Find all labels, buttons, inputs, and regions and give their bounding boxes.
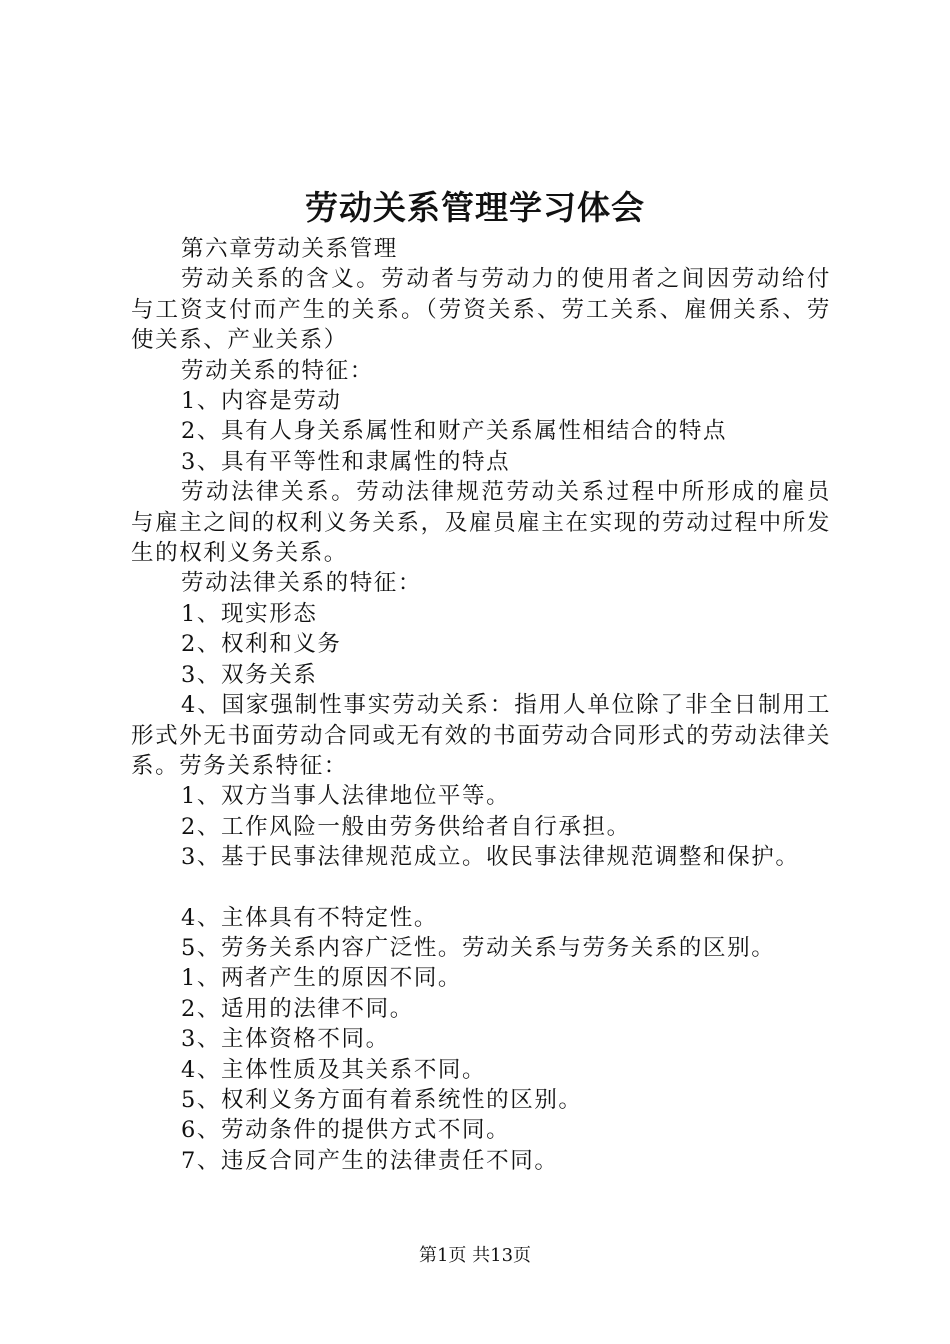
paragraph: 劳动关系的含义。劳动者与劳动力的使用者之间因劳动给付与工资支付而产生的关系。（劳资关系、劳工关系、雇佣关系、劳使关系、产业关系） <box>131 266 831 354</box>
list-item: 2、具有人身关系属性和财产关系属性相结合的特点 <box>181 418 728 445</box>
paragraph: 第六章劳动关系管理 <box>181 236 398 262</box>
list-item: 4、主体性质及其关系不同。 <box>181 1056 487 1083</box>
paragraph: 劳动法律关系的特征： <box>181 570 423 597</box>
list-item: 5、劳务关系内容广泛性。劳动关系与劳务关系的区别。 <box>181 934 776 961</box>
paragraph: 劳动关系的特征： <box>181 357 374 384</box>
page-footer: 第1页 共13页 <box>418 1245 532 1266</box>
blank-line <box>131 873 831 903</box>
list-item: 2、适用的法律不同。 <box>181 995 414 1022</box>
paragraph: 4、国家强制性事实劳动关系：指用人单位除了非全日制用工形式外无书面劳动合同或无有效的书面劳动合同形式的劳动法律关系。劳务关系特征： <box>131 692 831 779</box>
paragraph: 劳动法律关系。劳动法律规范劳动关系过程中所形成的雇员与雇主之间的权利义务关系，及雇员雇主在实现的劳动过程中所发生的权利义务关系。 <box>131 479 831 567</box>
list-item: 1、双方当事人法律地位平等。 <box>181 783 511 810</box>
list-item: 1、现实形态 <box>181 600 318 627</box>
document-body <box>131 234 831 1176</box>
list-item: 4、主体具有不特定性。 <box>181 904 438 931</box>
list-item: 7、违反合同产生的法律责任不同。 <box>181 1147 559 1174</box>
list-item: 5、权利义务方面有着系统性的区别。 <box>181 1086 583 1113</box>
list-item: 2、工作风险一般由劳务供给者自行承担。 <box>181 813 631 840</box>
document-title: 劳动关系管理学习体会 <box>305 188 645 227</box>
list-item: 3、双务关系 <box>181 661 318 688</box>
list-item: 2、权利和义务 <box>181 631 342 658</box>
list-item: 1、两者产生的原因不同。 <box>181 965 463 992</box>
list-item: 3、具有平等性和隶属性的特点 <box>181 448 511 475</box>
list-item: 1、内容是劳动 <box>181 388 342 415</box>
list-item: 3、主体资格不同。 <box>181 1026 390 1053</box>
list-item: 6、劳动条件的提供方式不同。 <box>181 1117 511 1144</box>
list-item: 3、基于民事法律规范成立。收民事法律规范调整和保护。 <box>181 844 800 871</box>
